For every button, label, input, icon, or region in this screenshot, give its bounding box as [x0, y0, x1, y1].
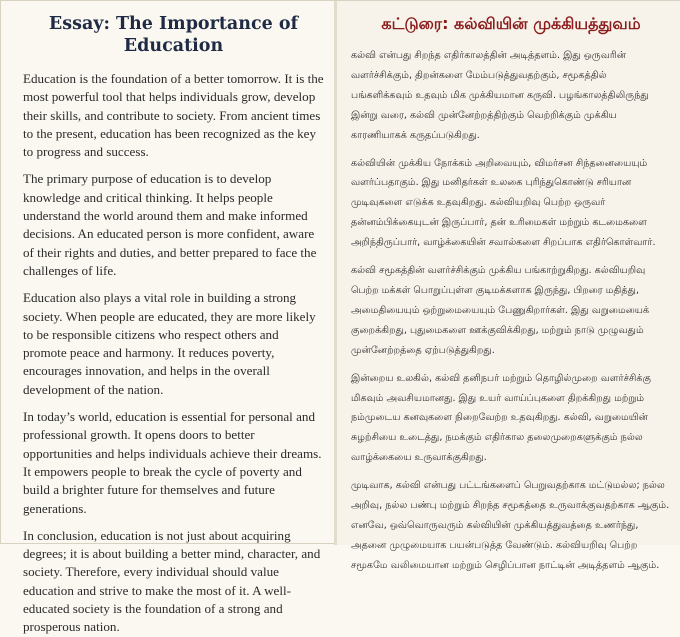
tamil-paragraph-2: கல்வியின் முக்கிய நோக்கம் அறிவையும், விமர்சன சிந்தனையையும் வளர்ப்பதாகும். இது மனிதர்கள் உலகை புரிந்துகொண்டு சரியான முடிவுகளை எடுக்க உதவுகிறது. கல்வியறிவு பெற்ற ஒருவர் தன்னம்பிக்கையுடன் இருப்பார், தன் உரிமைகள் மற்றும் கடமைகளை அறிந்திருப்பார், வாழ்க்கையின் சவால்களை சிறப்பாக எதிர்கொள்வார். — [351, 157, 656, 249]
tamil-paragraph-5: முடிவாக, கல்வி என்பது பட்டங்களைப் பெறுவதற்காக மட்டுமல்ல; நல்ல அறிவு, நல்ல பண்பு மற்றும் சிறந்த சமூகத்தை உருவாக்குவதற்காக ஆகும். எனவே, ஒவ்வொருவரும் கல்வியின் முக்கியத்துவத்தை உணர்ந்து, அதனை முழுமையாக பயன்படுத்த வேண்டும். கல்வியறிவு பெற்ற சமூகமே வலிமையான மற்றும் செழிப்பான நாட்டின் அடித்தளம் ஆகும். — [351, 480, 670, 571]
english-paragraph-1: Education is the foundation of a better tomorrow. It is the most powerful tool that helps individuals grow, develop their skills, and contribute to society. From ancient times to the present, education has been recognized as the key to progress and success. — [23, 71, 324, 160]
english-paragraph-4: In today’s world, education is essential for personal and professional growth. It opens doors to better opportunities and helps individuals achieve their dreams. It empowers people to break the cycle of poverty and build a brighter future for themselves and future generations. — [23, 409, 322, 516]
english-paragraph-3: Education also plays a vital role in building a strong society. When people are educated, they are more likely to be responsible citizens who respect others and promote peace and harmony. It reduces poverty, encourages innovation, and helps in the overall development of the nation. — [23, 290, 316, 397]
tamil-title: கட்டுரை: கல்வியின் முக்கியத்துவம் — [381, 14, 641, 33]
english-paragraph-5: In conclusion, education is not just about acquiring degrees; it is about building a better mind, character, and society. Therefore, every individual should value education and strive to make the most of it. A well-educated society is the foundation of a strong and prosperous nation. — [23, 527, 321, 635]
english-title: Essay: The Importance of Education — [48, 14, 299, 56]
english-column — [1, 1, 334, 635]
tamil-column — [337, 1, 680, 571]
tamil-paragraph-4: இன்றைய உலகில், கல்வி தனிநபர் மற்றும் தொழில்முறை வளர்ச்சிக்கு மிகவும் அவசியமானது. இது உயர் வாய்ப்புகளை திறக்கிறது மற்றும் நம்முடைய கனவுகளை நிறைவேற்ற உதவுகிறது. கல்வி, வறுமையின் சுழற்சியை உடைத்து, நமக்கும் எதிர்கால தலைமுறைகளுக்கும் நல்ல வாழ்க்கையை உருவாக்குகிறது. — [351, 372, 652, 464]
english-paragraph-2: The primary purpose of education is to develop knowledge and critical thinking. It helps people understand the world around them and make informed decisions. An educated person is more confident, aware of their rights and duties, and better prepared to face the challenges of life. — [23, 171, 317, 278]
tamil-paragraph-1: கல்வி என்பது சிறந்த எதிர்காலத்தின் அடித்தளம். இது ஒருவரின் வளர்ச்சிக்கும், திறன்களை மேம்படுத்துவதற்கும், சமூகத்தில் பங்களிக்கவும் உதவும் மிக முக்கியமான கருவி. பழங்காலத்திலிருந்து இன்று வரை, கல்வி முன்னேற்றத்திற்கும் வெற்றிக்கும் முக்கிய காரணியாகக் கருதப்படுகிறது. — [351, 50, 649, 141]
tamil-paragraph-3: கல்வி சமூகத்தின் வளர்ச்சிக்கும் முக்கிய பங்காற்றுகிறது. கல்வியறிவு பெற்ற மக்கள் பொறுப்புள்ள குடிமக்களாக இருந்து, பிறரை மதித்து, அமைதியையும் ஒற்றுமையையும் பேணுகிறார்கள். இது வறுமையைக் குறைக்கிறது, புதுமைகளை ஊக்குவிக்கிறது, மற்றும் நாடு முழுவதும் முன்னேற்றத்தை ஏற்படுத்துகிறது. — [351, 265, 650, 356]
